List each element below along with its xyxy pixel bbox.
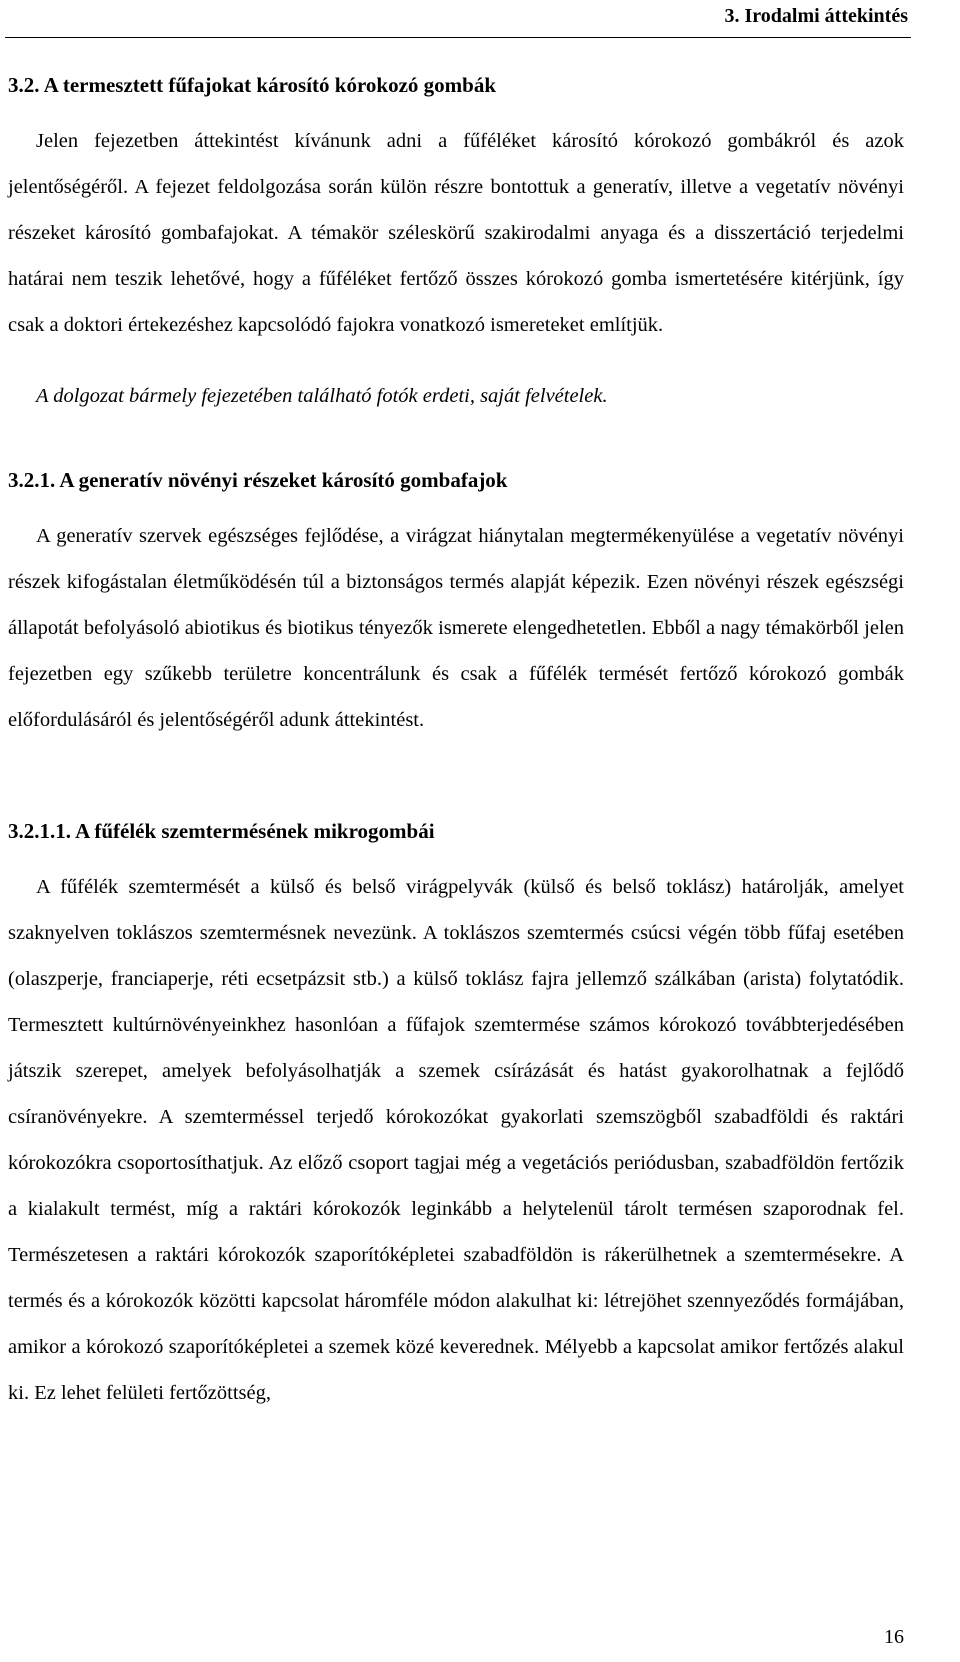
header-rule (5, 37, 911, 38)
page-number: 16 (884, 1626, 904, 1648)
running-header: 3. Irodalmi áttekintés (724, 5, 908, 27)
paragraph-generative-parts: A generatív szervek egészséges fejlődése, a virágzat hiánytalan megtermékenyülése a vegetatív növényi részek kifogástalan életműködésén túl a biztonságos termés alapját képezik. Ezen növényi részek egészségi állapotát befolyásoló abiotikus és biotikus tényezők ismerete elengedhetetlen. Ebből a nagy témakörből jelen fejezetben egy szűkebb területre koncentrálunk és csak a fűfélék termését fertőző kórokozó gombák előfordulásáról és jelentőségéről adunk áttekintést. (8, 525, 904, 731)
paragraph-intro: Jelen fejezetben áttekintést kívánunk adni a fűféléket károsító kórokozó gombákról és azok jelentőségéről. A fejezet feldolgozása során külön részre bontottuk a generatív, illetve a vegetatív növényi részeket károsító gombafajokat. A témakör széleskörű szakirodalmi anyaga és a disszertáció terjedelmi határai nem teszik lehetővé, hogy a fűféléket fertőző összes kórokozó gomba ismertetésére kitérjünk, így csak a doktori értekezéshez kapcsolódó fajokra vonatkozó ismereteket említjük. (8, 130, 904, 336)
section-heading-3-2: 3.2. A termesztett fűfajokat károsító kórokozó gombák (8, 73, 497, 97)
section-heading-3-2-1-1: 3.2.1.1. A fűfélék szemtermésének mikrogombái (8, 819, 435, 843)
section-heading-3-2-1: 3.2.1. A generatív növényi részeket károsító gombafajok (8, 468, 508, 492)
paragraph-photo-note: A dolgozat bármely fejezetében található fotók erdeti, saját felvételek. (36, 385, 608, 407)
paragraph-seed-microfungi: A fűfélék szemtermését a külső és belső virágpelyvák (külső és belső toklász) határolják, amelyet szaknyelven toklászos szemtermésnek nevezünk. A toklászos szemtermés csúcsi végén több fűfaj esetében (olaszperje, franciaperje, réti ecsetpázsit stb.) a külső toklász fajra jellemző szálkában (arista) folytatódik. Termesztett kultúrnövényeinkhez hasonlóan a fűfajok szemtermése számos kórokozó továbbterjedésében játszik szerepet, amelyek befolyásolhatják a szemek csírázását és hatást gyakorolhatnak a fejlődő csíranövényekre. A szemterméssel terjedő kórokozókat gyakorlati szemszögből szabadföldi és raktári kórokozókra csoportosíthatjuk. Az előző csoport tagjai még a vegetációs periódusban, szabadföldön fertőzik a kialakult termést, míg a raktári kórokozók leginkább a helytelenül tárolt termésen szaporodnak fel. Természetesen a raktári kórokozók szaporítóképletei szabadföldön is rákerülhetnek a szemtermésekre. A termés és a kórokozók közötti kapcsolat háromféle módon alakulhat ki: létrejöhet szennyeződés formájában, amikor a kórokozó szaporítóképletei a szemek közé keverednek. Mélyebb a kapcsolat amikor fertőzés alakul ki. Ez lehet felületi fertőzöttség, (8, 876, 904, 1404)
